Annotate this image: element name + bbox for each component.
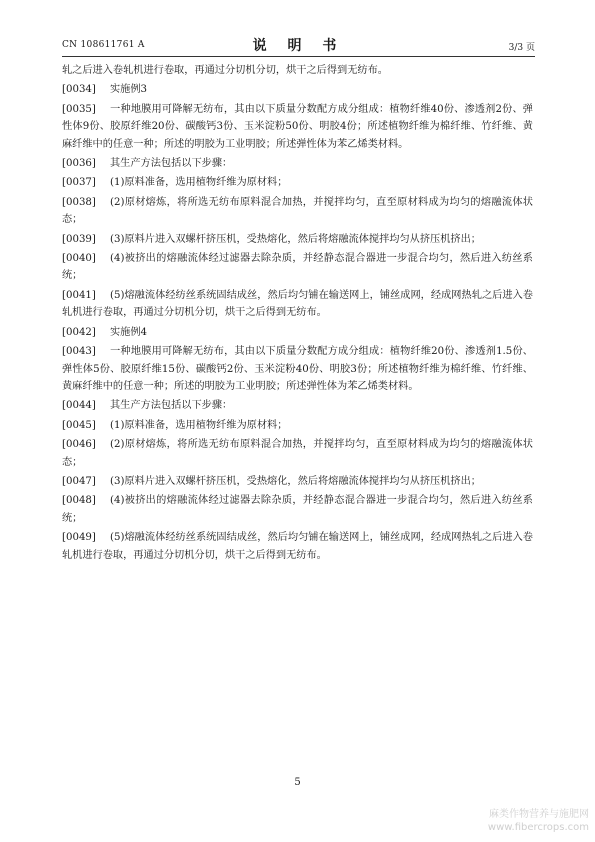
paragraph-number: [0048] (62, 495, 96, 507)
paragraph (62, 81, 533, 98)
paragraph-text: 一种地膜用可降解无纺布，其由以下质量分数配方成分组成：植物纤维40份、渗透剂2份、弹性体9份、胶原纤维20份、碳酸钙3份、玉米淀粉50份、明胶4份；所述植物纤维为棉纤维、竹纤维、黄麻纤维中的任意一种；所述的明胶为工业明胶；所述弹性体为苯乙烯类材料。 (62, 103, 533, 150)
page-number: 5 (294, 777, 301, 788)
patent-number: CN 108611761 A (62, 40, 145, 50)
paragraph-text: (1)原料准备，选用植物纤维为原材料； (110, 177, 288, 189)
paragraph-text: (4)被挤出的熔融流体经过滤器去除杂质，并经静态混合器进一步混合均匀，然后进入纺丝系统； (62, 495, 533, 524)
paragraph-number: [0034] (62, 84, 96, 96)
paragraph-number: [0041] (62, 289, 96, 301)
paragraph (62, 324, 533, 341)
paragraph-text: (3)原料片进入双螺杆挤压机，受热熔化，然后将熔融流体搅拌均匀从挤压机挤出； (110, 475, 481, 487)
watermark (488, 808, 589, 834)
paragraph (62, 231, 533, 248)
paragraph-number: [0045] (62, 419, 96, 431)
paragraph-number: [0035] (62, 103, 96, 115)
watermark-site-name: 麻类作物营养与施肥网 (489, 809, 589, 820)
paragraph (62, 287, 533, 322)
paragraph (62, 174, 533, 191)
paragraph (62, 101, 533, 153)
paragraph-text: 其生产方法包括以下步骤： (110, 158, 233, 170)
paragraph-number: [0038] (62, 196, 96, 208)
paragraph-text: 实施例3 (110, 84, 148, 96)
paragraph-number: [0046] (62, 439, 96, 451)
paragraph-list (62, 81, 533, 564)
paragraph-number: [0047] (62, 475, 96, 487)
paragraph-text: (2)原材熔炼，将所选无纺布原料混合加热，并搅拌均匀，直至原材料成为均匀的熔融流体状态； (62, 196, 533, 226)
paragraph-text: 实施例4 (110, 326, 148, 338)
paragraph-text: (2)原材熔炼，将所选无纺布原料混合加热，并搅拌均匀，直至原材料成为均匀的熔融流体状态； (62, 439, 533, 468)
paragraph-text: (5)熔融流体经纺丝系统固结成丝，然后均匀铺在输送网上，铺丝成网，经成网热轧之后进入卷轧机进行卷取，再通过分切机分切，烘干之后得到无纺布。 (62, 532, 533, 561)
document-body (62, 62, 533, 566)
paragraph (62, 473, 533, 490)
paragraph-number: [0037] (62, 177, 96, 189)
paragraph (62, 397, 533, 414)
paragraph (62, 529, 533, 564)
paragraph (62, 343, 533, 395)
paragraph (62, 492, 533, 527)
continued-paragraph (62, 62, 533, 79)
paragraph (62, 155, 533, 172)
paragraph-text: (5)熔融流体经纺丝系统固结成丝，然后均匀铺在输送网上，铺丝成网，经成网热轧之后进入卷轧机进行卷取，再通过分切机分切，烘干之后得到无纺布。 (62, 289, 533, 319)
paragraph-text: 轧之后进入卷轧机进行卷取，再通过分切机分切，烘干之后得到无纺布。 (62, 65, 388, 76)
paragraph-number: [0042] (62, 326, 96, 338)
paragraph-number: [0044] (62, 400, 96, 412)
page-indicator: 3/3 页 (508, 43, 535, 53)
paragraph-text: (4)被挤出的熔融流体经过滤器去除杂质，并经静态混合器进一步混合均匀，然后进入纺丝系统； (62, 253, 533, 282)
paragraph-text: (3)原料片进入双螺杆挤压机，受热熔化，然后将熔融流体搅拌均匀从挤压机挤出； (110, 233, 481, 245)
paragraph-text: 一种地膜用可降解无纺布，其由以下质量分数配方成分组成：植物纤维20份、渗透剂1.5份、弹性体5份、胶原纤维15份、碳酸钙2份、玉米淀粉40份、明胶3份；所述植物纤维为棉纤维、竹纤维、黄麻纤维中的任意一种；所述的明胶为工业明胶；所述弹性体为苯乙烯类材料。 (62, 346, 533, 392)
paragraph (62, 436, 533, 471)
paragraph-number: [0040] (62, 253, 96, 265)
page-header (62, 36, 535, 57)
paragraph-number: [0043] (62, 346, 96, 358)
paragraph-text: (1)原料准备，选用植物纤维为原材料； (110, 419, 288, 431)
paragraph-number: [0049] (62, 532, 96, 544)
paragraph (62, 250, 533, 285)
paragraph-text: 其生产方法包括以下步骤： (110, 400, 233, 412)
paragraph (62, 417, 533, 434)
paragraph-number: [0039] (62, 233, 96, 245)
watermark-url: www.fibercrops.com (487, 822, 589, 833)
paragraph (62, 194, 533, 229)
paragraph-number: [0036] (62, 158, 96, 170)
document-title: 说 明 书 (252, 38, 345, 54)
